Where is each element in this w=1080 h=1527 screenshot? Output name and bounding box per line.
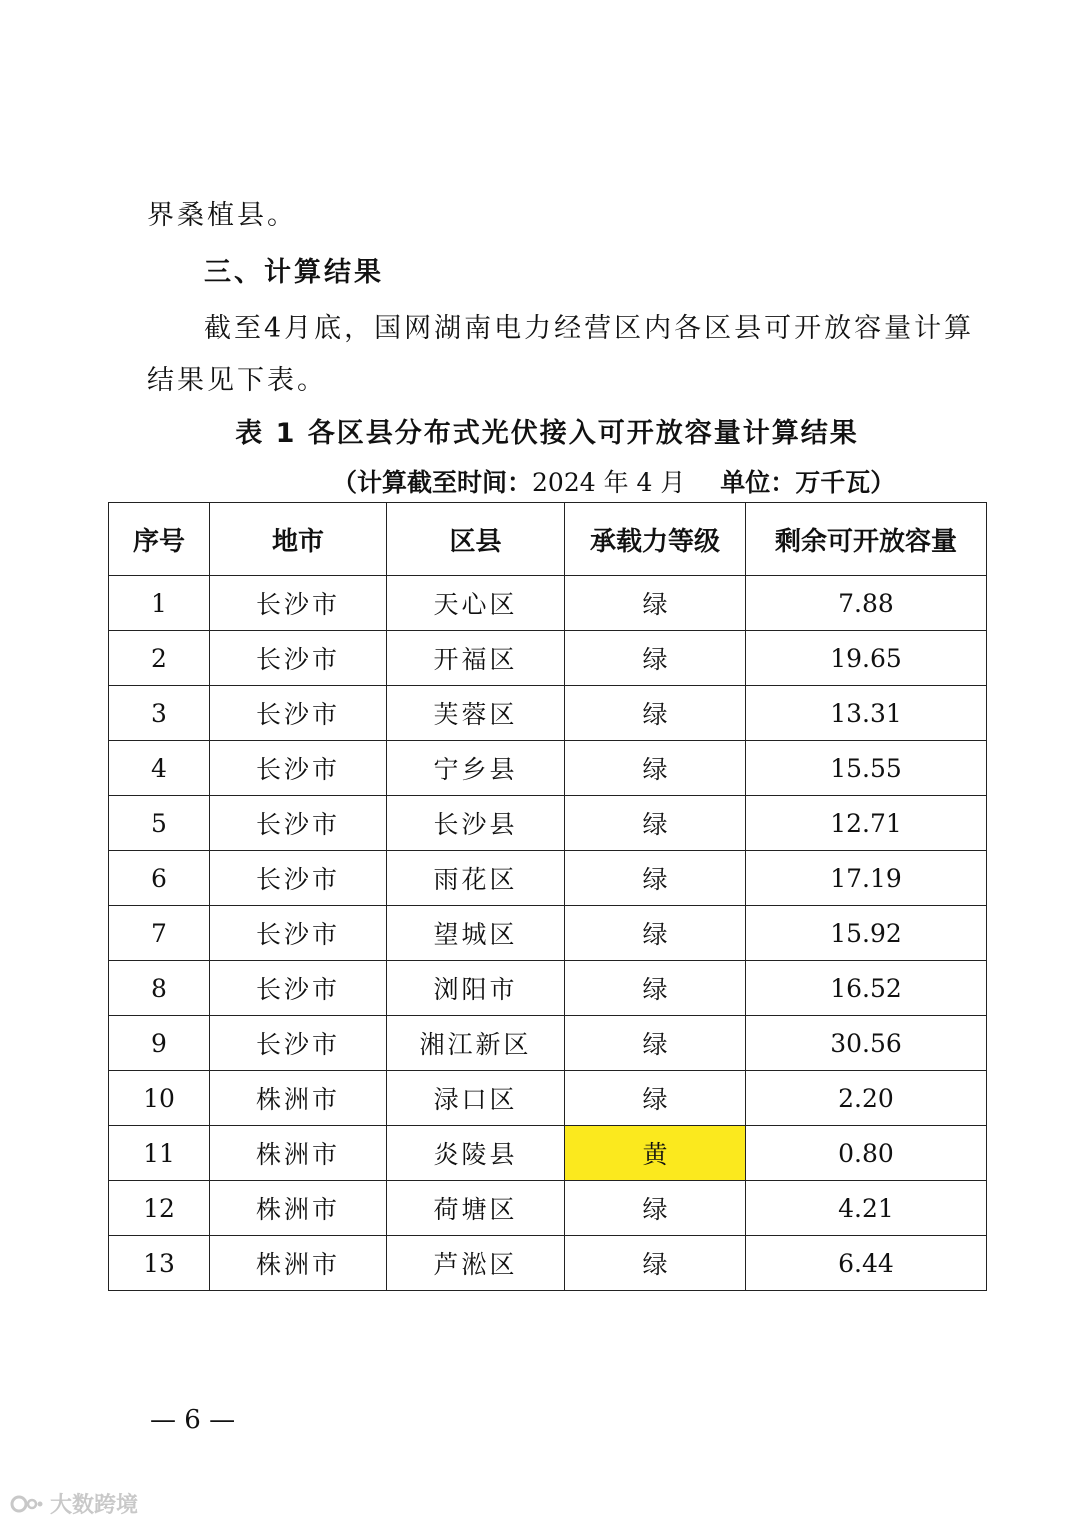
paragraph-line-4: 结果见下表。 (147, 365, 327, 396)
cell-capacity: 12.71 (746, 796, 987, 851)
cell-city: 株洲市 (210, 1071, 387, 1126)
header-county: 区县 (387, 503, 565, 576)
cell-index: 10 (109, 1071, 210, 1126)
subtitle-date: 2024 年 4 月 (532, 468, 686, 497)
table-row (109, 1181, 987, 1236)
cell-county: 浏阳市 (387, 961, 565, 1016)
cell-level: 绿 (565, 741, 746, 796)
table-subtitle (332, 463, 895, 499)
watermark-text: 大数跨境 (50, 1493, 139, 1518)
cell-capacity: 19.65 (746, 631, 987, 686)
cell-capacity: 16.52 (746, 961, 987, 1016)
cell-index: 3 (109, 686, 210, 741)
table-row (109, 631, 987, 686)
cell-county: 长沙县 (387, 796, 565, 851)
cell-county: 雨花区 (387, 851, 565, 906)
paragraph-line-1: 界桑植县。 (147, 200, 297, 231)
cell-level: 绿 (565, 961, 746, 1016)
table-row (109, 741, 987, 796)
cell-level: 绿 (565, 1071, 746, 1126)
cell-index: 7 (109, 906, 210, 961)
table-row (109, 686, 987, 741)
cell-county: 开福区 (387, 631, 565, 686)
watermark-logo-icon (10, 1493, 44, 1515)
table-row (109, 576, 987, 631)
cell-capacity: 0.80 (746, 1126, 987, 1181)
watermark (10, 1488, 138, 1519)
cell-level: 绿 (565, 1236, 746, 1291)
cell-capacity: 6.44 (746, 1236, 987, 1291)
cell-city: 长沙市 (210, 851, 387, 906)
cell-index: 12 (109, 1181, 210, 1236)
subtitle-unit: 单位：万千瓦） (720, 468, 896, 497)
cell-city: 长沙市 (210, 1016, 387, 1071)
cell-city: 长沙市 (210, 906, 387, 961)
cell-index: 4 (109, 741, 210, 796)
subtitle-prefix: （计算截至时间： (332, 468, 533, 497)
cell-county: 荷塘区 (387, 1181, 565, 1236)
cell-level: 绿 (565, 1181, 746, 1236)
cell-city: 长沙市 (210, 686, 387, 741)
cell-index: 13 (109, 1236, 210, 1291)
cell-level: 绿 (565, 796, 746, 851)
cell-city: 长沙市 (210, 741, 387, 796)
table-title: 表 1 各区县分布式光伏接入可开放容量计算结果 (235, 418, 859, 449)
cell-city: 长沙市 (210, 961, 387, 1016)
cell-county: 望城区 (387, 906, 565, 961)
cell-city: 株洲市 (210, 1126, 387, 1181)
cell-city: 株洲市 (210, 1181, 387, 1236)
cell-city: 长沙市 (210, 796, 387, 851)
table-row (109, 961, 987, 1016)
table-row (109, 1236, 987, 1291)
cell-level: 绿 (565, 906, 746, 961)
cell-level: 绿 (565, 576, 746, 631)
capacity-table (108, 502, 987, 1291)
cell-capacity: 13.31 (746, 686, 987, 741)
paragraph-line-3: 截至4月底，国网湖南电力经营区内各区县可开放容量计算 (204, 313, 975, 344)
cell-index: 11 (109, 1126, 210, 1181)
cell-capacity: 4.21 (746, 1181, 987, 1236)
cell-index: 5 (109, 796, 210, 851)
cell-index: 1 (109, 576, 210, 631)
cell-index: 6 (109, 851, 210, 906)
table-row (109, 796, 987, 851)
cell-county: 炎陵县 (387, 1126, 565, 1181)
cell-county: 宁乡县 (387, 741, 565, 796)
cell-index: 8 (109, 961, 210, 1016)
header-city: 地市 (210, 503, 387, 576)
page-number: — 6 — (150, 1405, 236, 1435)
cell-capacity: 15.92 (746, 906, 987, 961)
table-row (109, 1126, 987, 1181)
cell-index: 9 (109, 1016, 210, 1071)
cell-county: 芙蓉区 (387, 686, 565, 741)
table-row (109, 851, 987, 906)
cell-level: 绿 (565, 631, 746, 686)
header-capacity: 剩余可开放容量 (746, 503, 987, 576)
table-row (109, 1016, 987, 1071)
cell-level: 绿 (565, 851, 746, 906)
cell-capacity: 17.19 (746, 851, 987, 906)
cell-level: 绿 (565, 1016, 746, 1071)
table-row (109, 1071, 987, 1126)
cell-city: 长沙市 (210, 631, 387, 686)
cell-county: 湘江新区 (387, 1016, 565, 1071)
cell-index: 2 (109, 631, 210, 686)
cell-city: 株洲市 (210, 1236, 387, 1291)
header-level: 承载力等级 (565, 503, 746, 576)
cell-county: 渌口区 (387, 1071, 565, 1126)
cell-capacity: 30.56 (746, 1016, 987, 1071)
cell-capacity: 2.20 (746, 1071, 987, 1126)
table-row (109, 906, 987, 961)
cell-county: 芦淞区 (387, 1236, 565, 1291)
cell-capacity: 15.55 (746, 741, 987, 796)
table-header-row (109, 503, 987, 576)
section-heading: 三、计算结果 (204, 257, 384, 288)
cell-level: 绿 (565, 686, 746, 741)
header-index: 序号 (109, 503, 210, 576)
cell-county: 天心区 (387, 576, 565, 631)
cell-level-highlighted: 黄 (565, 1126, 746, 1181)
cell-city: 长沙市 (210, 576, 387, 631)
cell-capacity: 7.88 (746, 576, 987, 631)
